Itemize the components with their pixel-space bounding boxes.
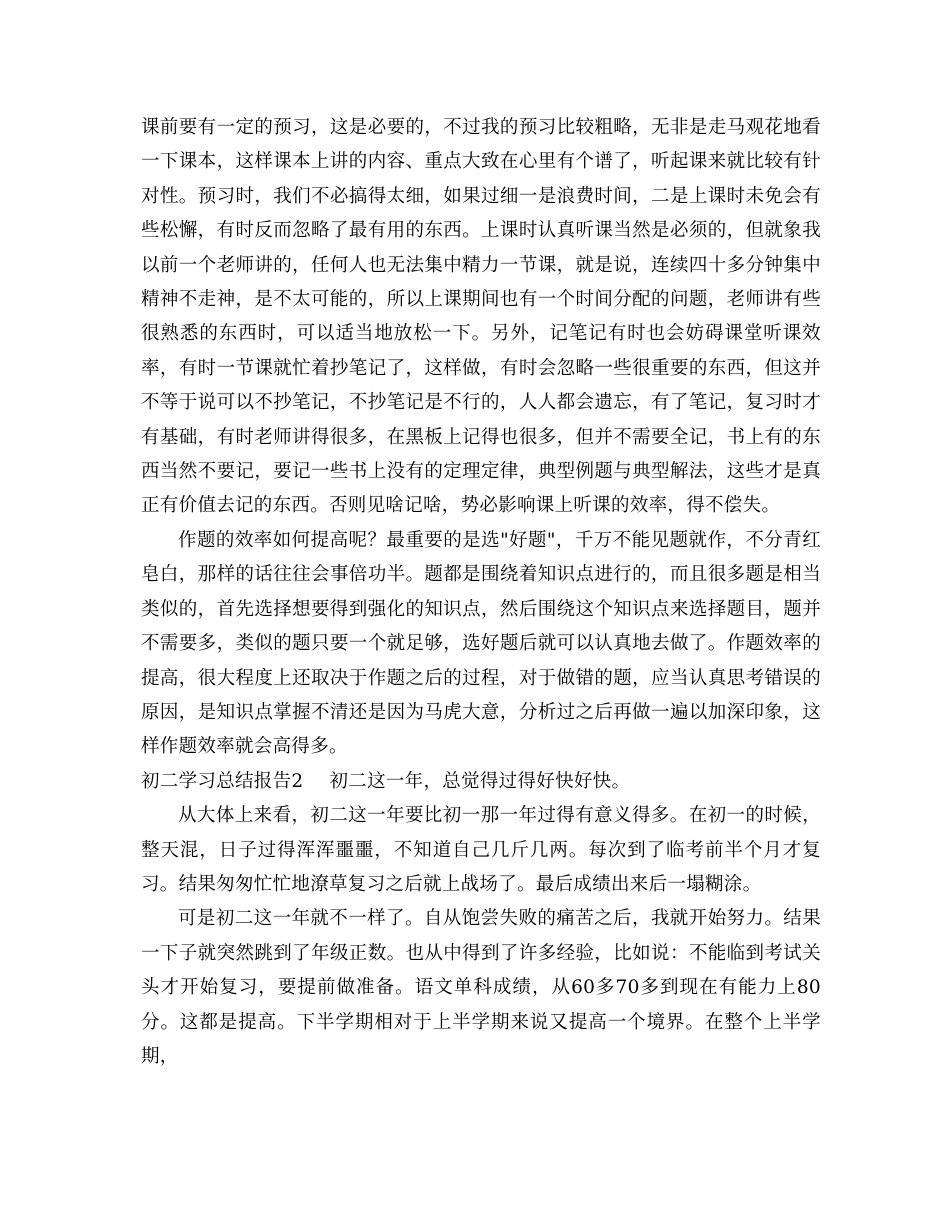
paragraph-preview-listening: 课前要有一定的预习，这是必要的，不过我的预习比较粗略，无非是走马观花地看一下课本，这样课本上讲的内容、重点大致在心里有个谱了，听起课来就比较有针对性。预习时，我们不必搞得太细，如果过细一是浪费时间，二是上课时未免会有些松懈，有时反而忽略了最有用的东西。上课时认真听课当然是必须的，但就象我以前一个老师讲的，任何人也无法集中精力一节课，就是说，连续四十多分钟集中精神不走神，是不太可能的，所以上课期间也有一个时间分配的问题，老师讲有些很熟悉的东西时，可以适当地放松一下。另外，记笔记有时也会妨碍课堂听课效率，有时一节课就忙着抄笔记了，这样做，有时会忽略一些很重要的东西，但这并不等于说可以不抄笔记，不抄笔记是不行的，人人都会遗忘，有了笔记，复习时才有基础，有时老师讲得很多，在黑板上记得也很多，但并不需要全记，书上有的东西当然不要记，要记一些书上没有的定理定律，典型例题与典型解法，这些才是真正有价值去记的东西。否则见啥记啥，势必影响课上听课的效率，得不偿失。 bbox=[141, 117, 821, 517]
paragraph-improvement: 可是初二这一年就不一样了。自从饱尝失败的痛苦之后，我就开始努力。结果一下子就突然跳到了年级正数。也从中得到了许多经验，比如说：不能临到考试关头才开始复习，要提前做准备。语文单科成绩，从60多70多到现在有能力上80分。这都是提高。下半学期相对于上半学期来说又提高一个境界。在整个上半学期， bbox=[141, 908, 821, 1067]
section-heading-title: 初二学习总结报告2 bbox=[141, 770, 304, 792]
document-body bbox=[141, 111, 821, 1074]
section-heading-lead: 初二这一年，总觉得过得好快好快。 bbox=[329, 770, 631, 792]
paragraph-overview-grade-two: 从大体上来看，初二这一年要比初一那一年过得有意义得多。在初一的时候，整天混，日子过得浑浑噩噩，不知道自己几斤几两。每次到了临考前半个月才复习。结果匆匆忙忙地潦草复习之后就上战场了。最后成绩出来后一塌糊涂。 bbox=[141, 805, 821, 895]
section-heading-line bbox=[141, 765, 821, 799]
paragraph-exercise-efficiency: 作题的效率如何提高呢？最重要的是选"好题"，千万不能见题就作，不分青红皂白，那样的话往往会事倍功半。题都是围绕着知识点进行的，而且很多题是相当类似的，首先选择想要得到强化的知识点，然后围绕这个知识点来选择题目，题并不需要多，类似的题只要一个就足够，选好题后就可以认真地去做了。作题效率的提高，很大程度上还取决于作题之后的过程，对于做错的题，应当认真思考错误的原因，是知识点掌握不清还是因为马虎大意，分析过之后再做一遍以加深印象，这样作题效率就会高得多。 bbox=[141, 529, 821, 758]
